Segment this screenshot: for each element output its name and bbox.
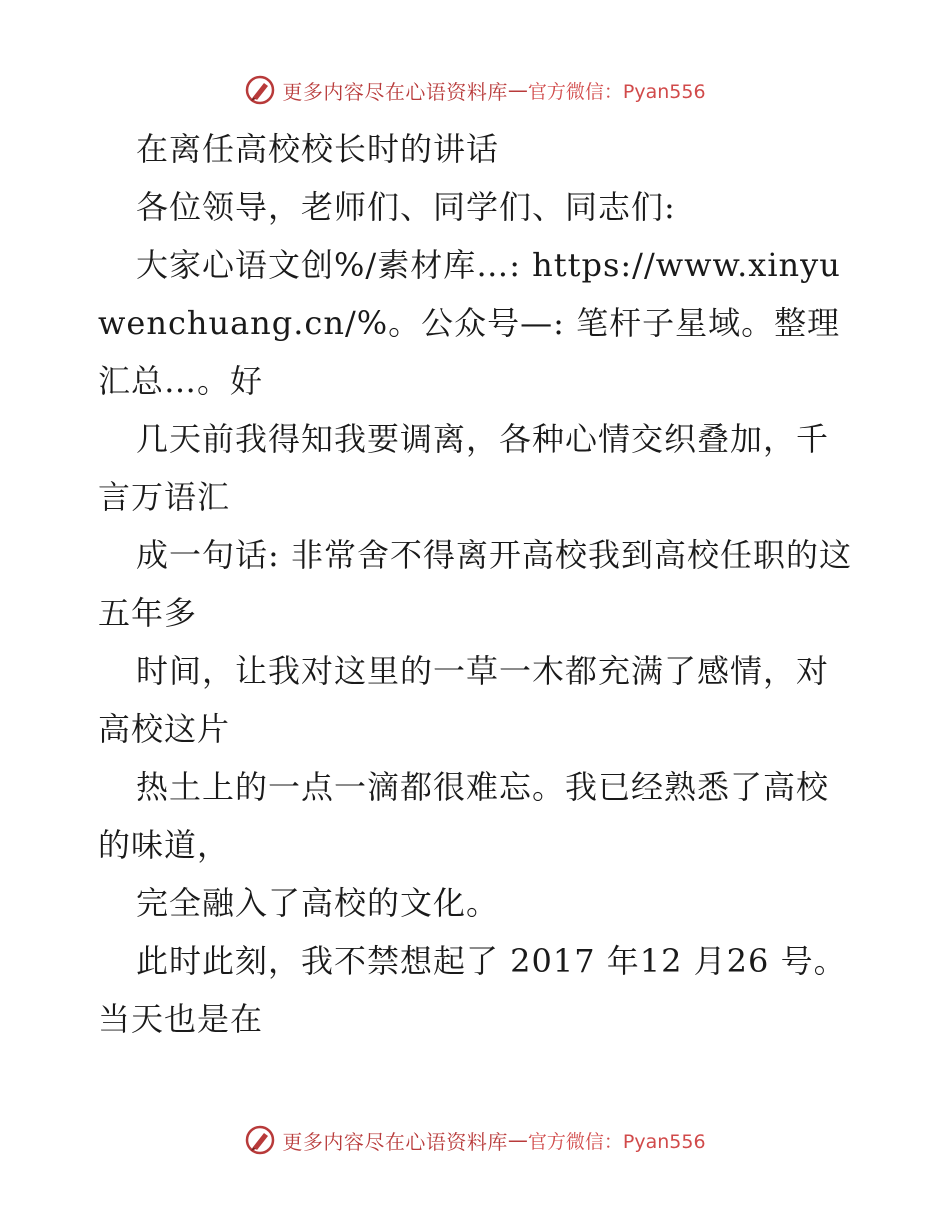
paragraph: 完全融入了高校的文化。 xyxy=(136,884,500,922)
paragraph: 此时此刻，我不禁想起了 2017 年12 月26 号。当天也是在 xyxy=(98,942,847,1038)
paragraph: 热土上的一点一滴都很难忘。我已经熟悉了高校的味道， xyxy=(98,768,830,864)
banner-main-text: 更多内容尽在心语资料库 xyxy=(282,79,508,104)
banner-dash: — xyxy=(507,1128,528,1152)
pen-seal-icon xyxy=(244,1124,276,1156)
paragraph: 各位领导，老师们、同学们、同志们: xyxy=(136,188,676,226)
footer-watermark-banner xyxy=(0,1120,950,1160)
document-title: 在离任高校校长时的讲话 xyxy=(136,130,500,168)
banner-main-text: 更多内容尽在心语资料库 xyxy=(282,1129,508,1154)
paragraph: 时间，让我对这里的一草一木都充满了感情，对高校这片 xyxy=(98,652,830,748)
banner-wechat-text: 官方微信：Pyan556 xyxy=(527,1130,706,1153)
paragraph: 大家心语文创%/素材库…: https://www.xinyuwenchuang.cn/%。公众号—: 笔杆子星域。整理汇总…。好 xyxy=(98,246,841,400)
paragraph: 几天前我得知我要调离，各种心情交织叠加，千言万语汇 xyxy=(98,420,830,516)
pen-seal-icon xyxy=(244,74,276,106)
document-body xyxy=(98,120,858,1048)
banner-dash: — xyxy=(507,78,528,102)
paragraph: 成一句话: 非常舍不得离开高校我到高校任职的这五年多 xyxy=(98,536,852,632)
banner-wechat-text: 官方微信：Pyan556 xyxy=(527,80,706,103)
header-watermark-banner xyxy=(0,70,950,110)
